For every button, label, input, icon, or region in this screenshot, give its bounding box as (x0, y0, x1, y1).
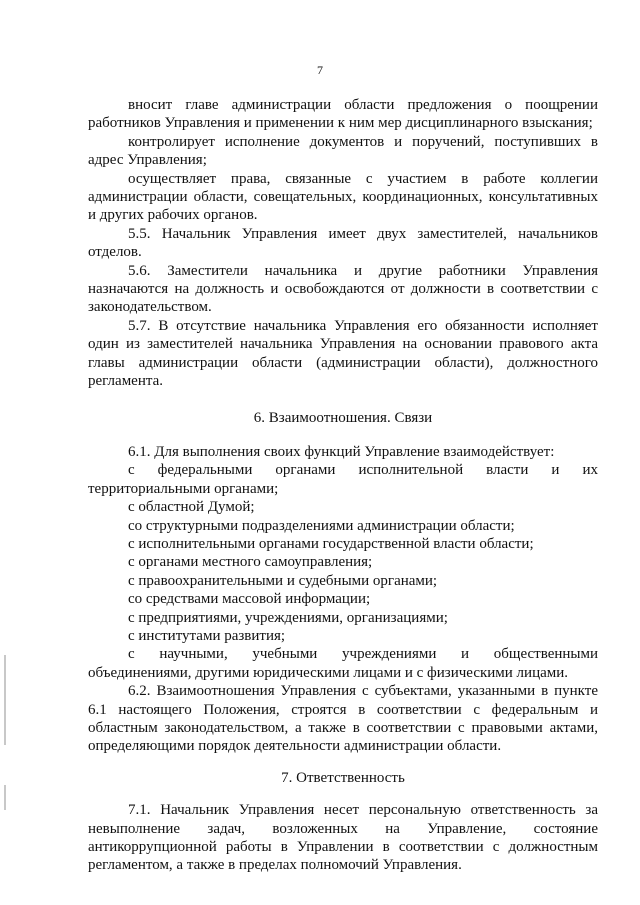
section-heading: 6. Взаимоотношения. Связи (253, 409, 433, 426)
list-item: с областной Думой; (128, 499, 255, 516)
list-item: с институтами развития; (128, 627, 286, 644)
list-item: со структурными подразделениями администрации области; (128, 517, 515, 534)
section-heading: 7. Ответственность (281, 769, 405, 786)
list-item: с исполнительными органами государственной власти области; (128, 535, 534, 552)
paragraph: контролирует исполнение документов и поручений, поступивших в адрес Управления; (88, 133, 598, 169)
list-item: с федеральными органами исполнительной власти и их территориальными органами; (88, 462, 598, 497)
list-item: с органами местного самоуправления; (128, 554, 373, 571)
paragraph: 5.6. Заместители начальника и другие работники Управления назначаются на должность и освобождаются от должности в соответствии с законодательством. (88, 262, 598, 316)
document-body (88, 96, 598, 875)
paragraph: 5.7. В отсутствие начальника Управления его обязанности исполняет один из заместителей начальника Управления на основании правового акта главы администрации области (администрации области), должностного регламента. (88, 317, 598, 390)
list-item: с правоохранительными и судебными органами; (128, 572, 438, 589)
paragraph: 6.1. Для выполнения своих функций Управление взаимодействует: (128, 443, 555, 460)
paragraph: вносит главе администрации области предложения о поощрении работников Управления и применении к ним мер дисциплинарного взыскания; (88, 97, 598, 132)
page-number: 7 (317, 63, 323, 77)
list-item: с предприятиями, учреждениями, организациями; (128, 609, 448, 626)
scan-margin-mark (4, 655, 6, 745)
list-item: со средствами массовой информации; (128, 591, 371, 608)
list-item: с научными, учебными учреждениями и общественными объединениями, другими юридическими лицами и с физическими лицами. (88, 646, 598, 681)
paragraph: 5.5. Начальник Управления имеет двух заместителей, начальников отделов. (88, 225, 598, 261)
paragraph: осуществляет права, связанные с участием в работе коллегии администрации области, совещательных, координационных, консультативных и других рабочих органов. (88, 170, 598, 224)
paragraph: 7.1. Начальник Управления несет персональную ответственность за невыполнение задач, возложенных на Управление, состояние антикоррупционной работы в Управлении в соответствии с должностным регламентом, а также в пределах полномочий Управления. (88, 802, 598, 874)
scan-margin-mark (4, 785, 6, 810)
paragraph: 6.2. Взаимоотношения Управления с субъектами, указанными в пункте 6.1 настоящего Положения, строятся в соответствии с федеральным и областным законодательством, а также в соответствии с правовыми актами, определяющими порядок деятельности администрации области. (88, 683, 598, 755)
